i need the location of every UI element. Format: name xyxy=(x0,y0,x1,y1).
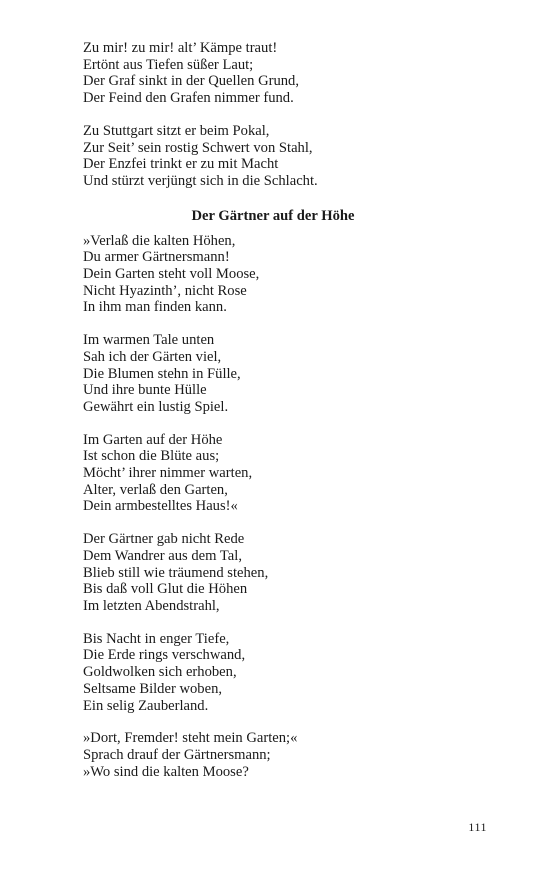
verse-line: Bis daß voll Glut die Höhen xyxy=(83,581,248,598)
verse-line: Die Erde rings verschwand, xyxy=(83,647,246,664)
stanza xyxy=(83,40,463,107)
verse-line: Zu Stuttgart sitzt er beim Pokal, xyxy=(83,122,270,139)
verse-line: Die Blumen stehn in Fülle, xyxy=(83,365,241,382)
verse-line: Im letzten Abendstrahl, xyxy=(83,597,220,614)
verse-line: Sprach drauf der Gärtnersmann; xyxy=(83,746,271,763)
stanza xyxy=(83,432,463,516)
verse-line: In ihm man finden kann. xyxy=(83,299,227,316)
verse-line: Zur Seit’ sein rostig Schwert von Stahl, xyxy=(83,139,313,156)
verse-line: Möcht’ ihrer nimmer warten, xyxy=(83,465,253,482)
verse-line: Dem Wandrer aus dem Tal, xyxy=(83,547,242,564)
stanza xyxy=(83,730,463,780)
verse-line: Gewährt ein lustig Spiel. xyxy=(83,398,229,415)
page-content xyxy=(83,40,463,796)
verse-line: Der Gärtner gab nicht Rede xyxy=(83,531,245,548)
poem-gaertner xyxy=(83,208,463,781)
verse-line: »Wo sind die kalten Moose? xyxy=(83,763,249,780)
verse-line: Der Enzfei trinkt er zu mit Macht xyxy=(83,156,279,173)
poem-title: Der Gärtner auf der Höhe xyxy=(191,207,355,224)
stanza xyxy=(83,123,463,190)
verse-line: Seltsame Bilder woben, xyxy=(83,680,223,697)
poem-continuation xyxy=(83,40,463,190)
verse-line: Sah ich der Gärten viel, xyxy=(83,348,222,365)
stanza xyxy=(83,233,463,317)
verse-line: »Verlaß die kalten Höhen, xyxy=(83,232,236,249)
stanza xyxy=(83,531,463,615)
verse-line: Du armer Gärtnersmann! xyxy=(83,249,230,266)
verse-line: Zu mir! zu mir! alt’ Kämpe traut! xyxy=(83,40,278,56)
verse-line: Im Garten auf der Höhe xyxy=(83,431,223,448)
verse-line: Alter, verlaß den Garten, xyxy=(83,481,228,498)
verse-line: Ist schon die Blüte aus; xyxy=(83,448,220,465)
stanza xyxy=(83,332,463,416)
verse-line: Und ihre bunte Hülle xyxy=(83,382,207,399)
verse-line: Dein armbestelltes Haus!« xyxy=(83,498,238,515)
verse-line: Goldwolken sich erhoben, xyxy=(83,664,237,681)
stanza xyxy=(83,631,463,715)
verse-line: Blieb still wie träumend stehen, xyxy=(83,564,269,581)
verse-line: Ein selig Zauberland. xyxy=(83,697,209,714)
page-number: 111 xyxy=(468,820,487,834)
verse-line: Der Feind den Grafen nimmer fund. xyxy=(83,90,294,107)
verse-line: Der Graf sinkt in der Quellen Grund, xyxy=(83,73,300,90)
verse-line: »Dort, Fremder! steht mein Garten;« xyxy=(83,730,298,747)
verse-line: Bis Nacht in enger Tiefe, xyxy=(83,630,230,647)
verse-line: Ertönt aus Tiefen süßer Laut; xyxy=(83,56,254,73)
verse-line: Und stürzt verjüngt sich in die Schlacht. xyxy=(83,172,318,189)
verse-line: Nicht Hyazinth’, nicht Rose xyxy=(83,282,247,299)
verse-line: Dein Garten steht voll Moose, xyxy=(83,266,260,283)
verse-line: Im warmen Tale unten xyxy=(83,332,215,349)
